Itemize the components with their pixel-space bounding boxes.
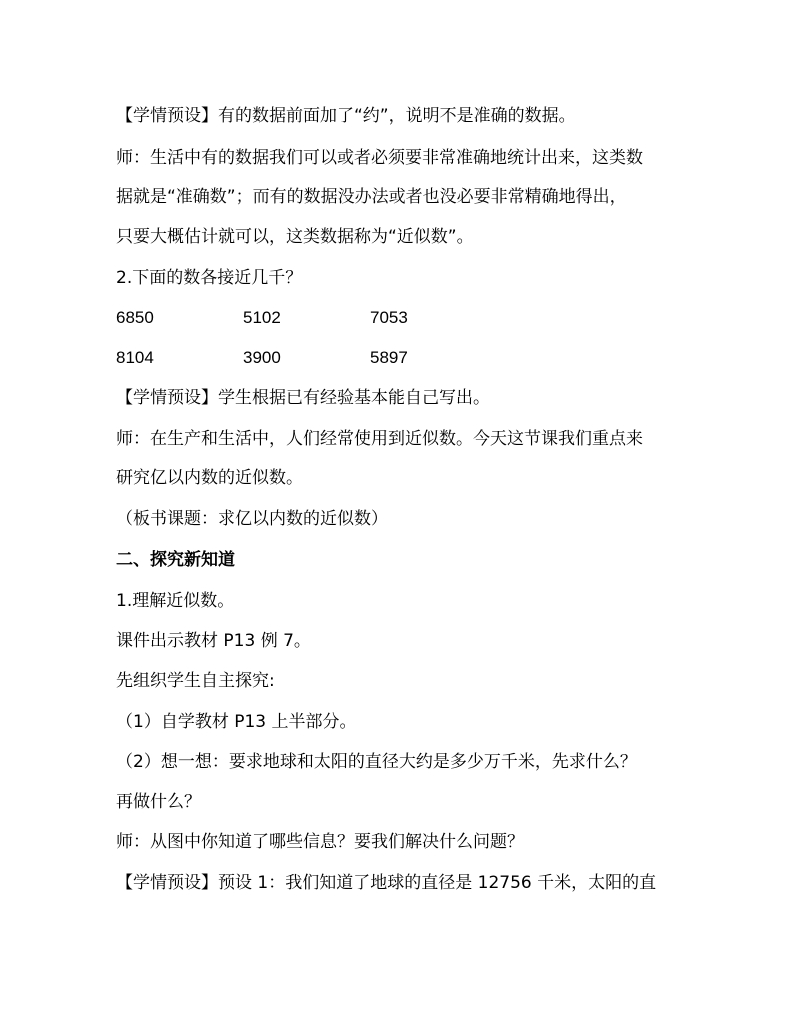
number-cell: 7053 bbox=[370, 308, 408, 327]
text-line-13: （2）想一想：要求地球和太阳的直径大约是多少万千米，先求什么？ bbox=[116, 752, 637, 772]
text-line-8: （板书课题：求亿以内数的近似数） bbox=[116, 509, 388, 529]
text-line-16: 【学情预设】预设 1：我们知道了地球的直径是 12756 千米，太阳的直 bbox=[116, 873, 657, 893]
text-line-14: 再做什么？ bbox=[116, 792, 201, 812]
text-line-10: 课件出示教材 P13 例 7。 bbox=[116, 631, 311, 651]
text-line-3: 据就是“准确数”；而有的数据没办法或者也没必要非常精确地得出， bbox=[116, 187, 627, 207]
number-row-1 bbox=[116, 306, 696, 330]
number-cell: 8104 bbox=[116, 348, 154, 367]
question-heading: 2.下面的数各接近几千？ bbox=[116, 268, 303, 288]
text-line-12: （1）自学教材 P13 上半部分。 bbox=[116, 712, 357, 732]
text-line-7: 研究亿以内数的近似数。 bbox=[116, 468, 303, 488]
number-cell: 3900 bbox=[243, 348, 281, 367]
text-line-2: 师：生活中有的数据我们可以或者必须要非常准确地统计出来，这类数 bbox=[116, 148, 643, 168]
section-heading: 二、探究新知道 bbox=[116, 550, 235, 570]
number-cell: 6850 bbox=[116, 308, 154, 327]
text-line-9: 1.理解近似数。 bbox=[116, 591, 235, 611]
text-line-15: 师：从图中你知道了哪些信息？要我们解决什么问题？ bbox=[116, 832, 524, 852]
text-line-1: 【学情预设】有的数据前面加了“约”，说明不是准确的数据。 bbox=[116, 106, 576, 126]
text-line-11: 先组织学生自主探究: bbox=[116, 671, 275, 691]
number-cell: 5897 bbox=[370, 348, 408, 367]
text-line-5: 【学情预设】学生根据已有经验基本能自己写出。 bbox=[116, 388, 490, 408]
text-line-6: 师：在生产和生活中，人们经常使用到近似数。今天这节课我们重点来 bbox=[116, 429, 643, 449]
text-line-4: 只要大概估计就可以，这类数据称为“近似数”。 bbox=[116, 227, 474, 247]
number-cell: 5102 bbox=[243, 308, 281, 327]
number-row-2 bbox=[116, 346, 696, 370]
